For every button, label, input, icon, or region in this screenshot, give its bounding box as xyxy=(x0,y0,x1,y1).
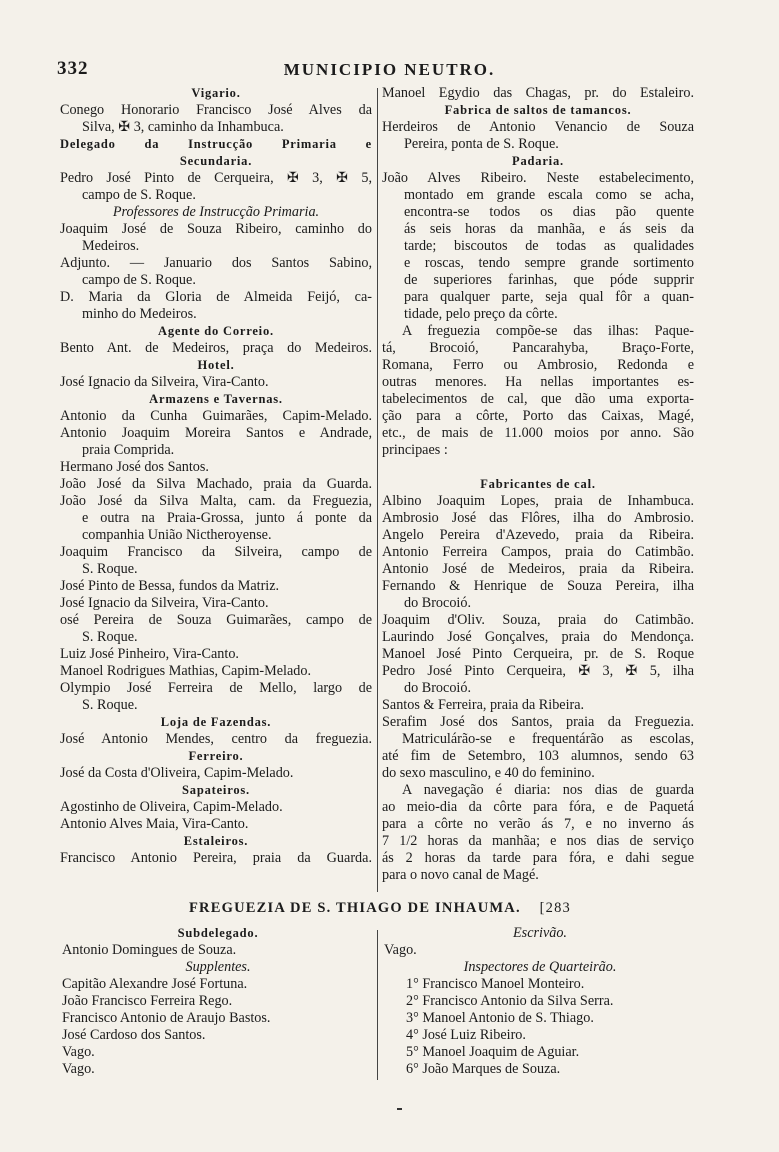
left-line: Agostinho de Oliveira, Capim-Melado. xyxy=(60,799,283,815)
bottom-left-line: José Cardoso dos Santos. xyxy=(62,1027,206,1043)
right-line: tá, Brocoió, Pancarahyba, Braço-Forte, xyxy=(382,340,694,356)
left-line: Professores de Instrucção Primaria. xyxy=(112,204,320,220)
left-line: S. Roque. xyxy=(82,561,138,577)
right-line: João Alves Ribeiro. Neste estabelecimento, xyxy=(382,170,694,186)
right-line: etc., de mais de 11.000 moios por anno. São xyxy=(382,425,694,441)
bottom-left-column xyxy=(62,925,374,1078)
right-line: tarde; biscoutos de todas as qualidades xyxy=(404,238,694,254)
right-line: Laurindo José Gonçalves, praia do Mendonça. xyxy=(382,629,694,645)
running-header: MUNICIPIO NEUTRO. xyxy=(283,60,496,79)
right-line: Fabricantes de cal. xyxy=(480,477,596,491)
left-line: Conego Honorario Francisco José Alves da xyxy=(60,102,372,118)
left-line: Estaleiros. xyxy=(183,834,249,848)
left-line: Delegado da Instrucção Primaria e xyxy=(60,137,372,151)
left-column xyxy=(60,85,372,867)
right-line: Fabrica de saltos de tamancos. xyxy=(444,103,632,117)
bottom-right-line: 3° Manoel Antonio de S. Thiago. xyxy=(406,1010,594,1026)
right-column xyxy=(382,85,694,884)
left-line: Joaquim José de Souza Ribeiro, caminho do xyxy=(60,221,372,237)
left-line: José Antonio Mendes, centro da freguezia. xyxy=(60,731,372,747)
section-title xyxy=(60,900,700,917)
right-line: Santos & Ferreira, praia da Ribeira. xyxy=(382,697,585,713)
right-line: Joaquim d'Oliv. Souza, praia do Catimbão. xyxy=(382,612,694,628)
right-line: de superiores farinhas, que póde supprir xyxy=(404,272,694,288)
left-line: Vigario. xyxy=(191,86,241,100)
left-line: Armazens e Tavernas. xyxy=(149,392,283,406)
right-line: A freguezia compõe-se das ilhas: Paque- xyxy=(402,323,694,339)
left-line: Francisco Antonio Pereira, praia da Guarda. xyxy=(60,850,372,866)
left-line: Antonio Alves Maia, Vira-Canto. xyxy=(60,816,249,832)
left-line: campo de S. Roque. xyxy=(82,272,196,288)
bottom-left-line: Capitão Alexandre José Fortuna. xyxy=(62,976,248,992)
page-number: 332 xyxy=(57,58,89,79)
right-line: ás seis horas da manhãa, e ás seis da xyxy=(404,221,694,237)
bottom-right-line: Inspectores de Quarteirão. xyxy=(463,959,617,975)
left-line: Loja de Fazendas. xyxy=(160,715,272,729)
right-line: Ambrosio José das Flôres, ilha do Ambrosio. xyxy=(382,510,694,526)
left-line: Hermano José dos Santos. xyxy=(60,459,209,475)
bottom-left-line: João Francisco Ferreira Rego. xyxy=(62,993,233,1009)
right-line: Angelo Pereira d'Azevedo, praia da Ribeira. xyxy=(382,527,694,543)
right-line: principaes : xyxy=(382,442,448,458)
bottom-left-line: Antonio Domingues de Souza. xyxy=(62,942,237,958)
left-line: praia Comprida. xyxy=(82,442,175,458)
section-title-text: FREGUEZIA DE S. THIAGO DE INHAUMA. xyxy=(188,900,521,916)
bottom-right-line: Escrivão. xyxy=(513,925,567,941)
left-line: S. Roque. xyxy=(82,629,138,645)
bottom-right-line: 1° Francisco Manoel Monteiro. xyxy=(406,976,585,992)
right-line: Manoel Egydio das Chagas, pr. do Estaleiro. xyxy=(382,85,694,101)
left-line: companhia União Nictheroyense. xyxy=(82,527,272,543)
left-line: João José da Silva Malta, cam. da Freguezia, xyxy=(60,493,372,509)
left-line: Pedro José Pinto de Cerqueira, ✠ 3, ✠ 5, xyxy=(60,170,372,186)
left-line: Luiz José Pinheiro, Vira-Canto. xyxy=(60,646,239,662)
right-line: do sexo masculino, e 40 do feminino. xyxy=(382,765,595,781)
left-line: Bento Ant. de Medeiros, praça do Medeiros. xyxy=(60,340,372,356)
right-line: Pereira, ponta de S. Roque. xyxy=(404,136,559,152)
right-line: Fernando & Henrique de Souza Pereira, ilha xyxy=(382,578,694,594)
right-line: ção para a côrte, Porto das Caixas, Magé, xyxy=(382,408,694,424)
right-line: Serafim José dos Santos, praia da Freguezia. xyxy=(382,714,694,730)
right-line: montado em grande escala como se acha, xyxy=(404,187,694,203)
right-line: Antonio Ferreira Campos, praia do Catimbão. xyxy=(382,544,694,560)
left-line: D. Maria da Gloria de Almeida Feijó, ca- xyxy=(60,289,372,305)
right-line: 7 1/2 horas da manhãa; e nos dias de serviço xyxy=(382,833,694,849)
bottom-right-line: 2° Francisco Antonio da Silva Serra. xyxy=(406,993,614,1009)
right-line: e roscas, tendo sempre grande sortimento xyxy=(404,255,694,271)
left-line: José da Costa d'Oliveira, Capim-Melado. xyxy=(60,765,294,781)
right-line: Herdeiros de Antonio Venancio de Souza xyxy=(382,119,694,135)
right-line: Albino Joaquim Lopes, praia de Inhambuca. xyxy=(382,493,694,509)
left-line: Secundaria. xyxy=(179,154,253,168)
left-line: Antonio da Cunha Guimarães, Capim-Melado. xyxy=(60,408,372,424)
left-line: Silva, ✠ 3, caminho da Inhambuca. xyxy=(82,119,284,135)
right-line: até fim de Setembro, 103 alumnos, sendo 63 xyxy=(382,748,694,764)
right-line: ás 2 horas da tarde para fóra, e dahi segue xyxy=(382,850,694,866)
right-line: A navegação é diaria: nos dias de guarda xyxy=(402,782,694,798)
right-line: Manoel José Pinto Cerqueira, pr. de S. Roque xyxy=(382,646,694,662)
bottom-left-line: Subdelegado. xyxy=(177,926,259,940)
right-line: para a côrte no verão ás 7, e no inverno ás xyxy=(382,816,694,832)
bottom-left-line: Vago. xyxy=(62,1061,95,1077)
right-line: do Brocoió. xyxy=(404,680,471,696)
left-line: Antonio Joaquim Moreira Santos e Andrade, xyxy=(60,425,372,441)
left-line: José Ignacio da Silveira, Vira-Canto. xyxy=(60,374,269,390)
left-line: João José da Silva Machado, praia da Guarda. xyxy=(60,476,372,492)
right-line: outras menores. Ha nellas importantes es- xyxy=(382,374,694,390)
left-line: Hotel. xyxy=(197,358,235,372)
column-rule-bottom xyxy=(377,930,378,1080)
left-line: minho do Medeiros. xyxy=(82,306,197,322)
page-mark xyxy=(397,1108,402,1110)
left-line: Medeiros. xyxy=(82,238,140,254)
bottom-right-line: 5° Manoel Joaquim de Aguiar. xyxy=(406,1044,580,1060)
right-line: Antonio José de Medeiros, praia da Ribeira. xyxy=(382,561,694,577)
right-line: encontra-se todos os dias pão quente xyxy=(404,204,694,220)
right-line: tabelecimentos de cal, que dão uma exporta- xyxy=(382,391,694,407)
left-line: Sapateiros. xyxy=(182,783,250,797)
right-line: para qualquer parte, seja qual fôr a quan- xyxy=(404,289,694,305)
left-line: José Ignacio da Silveira, Vira-Canto. xyxy=(60,595,269,611)
right-line xyxy=(382,459,694,476)
bottom-left-line: Francisco Antonio de Araujo Bastos. xyxy=(62,1010,271,1026)
right-line: Pedro José Pinto Cerqueira, ✠ 3, ✠ 5, ilha xyxy=(382,663,694,679)
bottom-right-line: 4° José Luiz Ribeiro. xyxy=(406,1027,526,1043)
bottom-right-line: Vago. xyxy=(384,942,417,958)
left-line: osé Pereira de Souza Guimarães, campo de xyxy=(60,612,372,628)
bottom-left-line: Supplentes. xyxy=(185,959,251,975)
section-ref: [283 xyxy=(539,900,571,916)
right-line: ao meio-dia da côrte para fóra, e de Paquetá xyxy=(382,799,694,815)
right-line: do Brocoió. xyxy=(404,595,471,611)
right-line: Padaria. xyxy=(512,154,564,168)
bottom-right-line: 6° João Marques de Souza. xyxy=(406,1061,561,1077)
right-line: Matriculárão-se e frequentárão as escolas, xyxy=(402,731,694,747)
right-line: Romana, Ferro ou Ambrosio, Redonda e xyxy=(382,357,694,373)
column-rule-top xyxy=(377,88,378,892)
bottom-left-line: Vago. xyxy=(62,1044,95,1060)
left-line: campo de S. Roque. xyxy=(82,187,196,203)
left-line: Joaquim Francisco da Silveira, campo de xyxy=(60,544,372,560)
right-line: tidade, pelo preço da côrte. xyxy=(404,306,558,322)
left-line: Adjunto. — Januario dos Santos Sabino, xyxy=(60,255,372,271)
left-line: Ferreiro. xyxy=(188,749,244,763)
left-line: Olympio José Ferreira de Mello, largo de xyxy=(60,680,372,696)
left-line: José Pinto de Bessa, fundos da Matriz. xyxy=(60,578,280,594)
bottom-right-column xyxy=(384,925,696,1078)
left-line: S. Roque. xyxy=(82,697,138,713)
left-line: Agente do Correio. xyxy=(158,324,274,338)
left-line: e outra na Praia-Grossa, junto á ponte da xyxy=(82,510,372,526)
left-line: Manoel Rodrigues Mathias, Capim-Melado. xyxy=(60,663,311,679)
right-line: para o novo canal de Magé. xyxy=(382,867,539,883)
